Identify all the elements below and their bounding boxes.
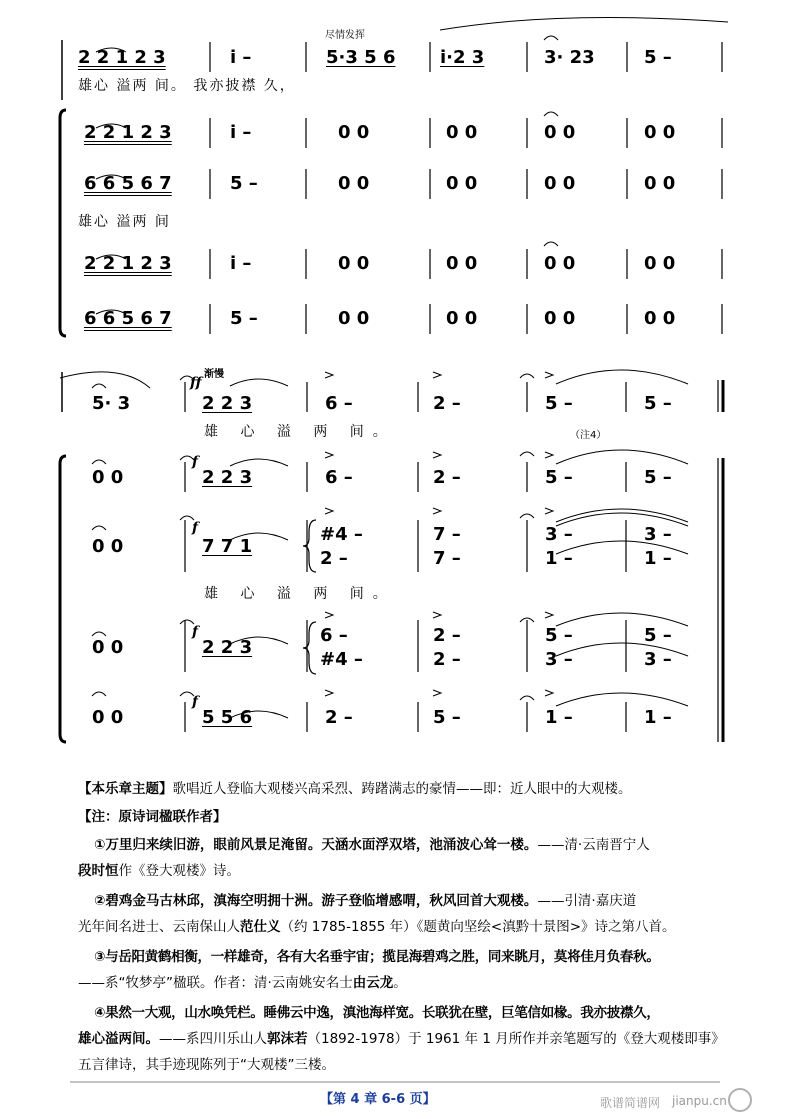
measure-cell: i·2 3	[440, 47, 485, 68]
measure-cell: 0 0	[644, 253, 676, 274]
dynamic-f: f	[192, 520, 199, 536]
note-2-line-2	[78, 918, 676, 936]
note-author: 范仕义	[240, 919, 281, 935]
note-text-bold: ④果然一大观，山水唤凭栏。睡佛云中逸，滇池海样宽。长联犹在壁，巨笔信如椽。我亦披襟久，	[94, 1005, 660, 1021]
measure-cell: 3 – 1 –	[545, 524, 573, 569]
measure-cell: 0 0	[92, 536, 124, 557]
measure-cell: 3 – 1 –	[644, 524, 672, 569]
measure-cell: 0 0	[644, 308, 676, 329]
measure-cell: 0 0	[644, 173, 676, 194]
measure-cell: 0 0	[92, 637, 124, 658]
measure-cell: 5 –	[433, 707, 461, 728]
measure-cell: 2 2 1 2 3	[78, 47, 166, 68]
measure-cell: 0 0	[338, 122, 370, 143]
theme-label: 【本乐章主题】	[78, 781, 173, 797]
measure-cell: 0 0	[446, 173, 478, 194]
measure-cell: 2 2 1 2 3	[84, 122, 172, 143]
note-text-bold: ③与岳阳黄鹤相衡，一样雄奇，各有大名垂宇宙；揽昆海碧鸡之胜，同来眺月，莫将佳月负春秋。	[94, 949, 660, 965]
measure-cell: 6 – #4 –	[320, 625, 363, 670]
measure-cell: 0 0	[544, 122, 576, 143]
measure-cell: 3· 23	[544, 47, 595, 68]
measure-cell: 2 – 2 –	[433, 625, 461, 670]
lyric-line: 雄 心 溢 两 间。	[204, 586, 396, 602]
dynamic-ff: ff	[190, 375, 202, 391]
measure-cell: 0 0	[446, 122, 478, 143]
measure-cell: 5 –	[644, 47, 672, 68]
measure-cell: #4 – 2 –	[320, 524, 363, 569]
measure-cell: 0 0	[446, 253, 478, 274]
measure-cell: 5 – 3 –	[644, 625, 672, 670]
measure-cell: 2 2 1 2 3	[84, 253, 172, 274]
note-3-line-1	[94, 948, 660, 966]
lyric-line: 雄 心 溢 两 间。	[204, 424, 396, 440]
theme-text: 歌唱近人登临大观楼兴高采烈、踌躇满志的豪情——即：近人眼中的大观楼。	[172, 781, 632, 797]
note-text: 五言律诗，其手迹现陈列于“大观楼”三楼。	[78, 1057, 335, 1073]
expression-marking: 尽情发挥	[325, 30, 365, 41]
measure-cell: 5 –	[545, 393, 573, 414]
note-4-line-1	[94, 1004, 660, 1022]
measure-cell: 6 6 5 6 7	[84, 173, 172, 194]
measure-cell: i –	[230, 47, 252, 68]
note-text-bold: ①万里归来续旧游，眼前风景足淹留。天涵水面浮双塔，池涌波心耸一楼。	[94, 837, 538, 853]
measure-cell: 6 –	[325, 393, 353, 414]
measure-cell: 0 0	[644, 122, 676, 143]
lyric-line: 雄心 溢两 间	[78, 214, 171, 230]
measure-cell: 5·3 5 6	[326, 47, 396, 68]
measure-cell: 1 –	[644, 707, 672, 728]
measure-cell: 0 0	[338, 253, 370, 274]
lyric-line: 雄心 溢两 间。 我亦披襟 久，	[78, 78, 296, 94]
measure-cell: 6 6 5 6 7	[84, 308, 172, 329]
measure-cell: i –	[230, 253, 252, 274]
note-1-line-2	[78, 862, 240, 880]
measure-cell: 5 5 6	[202, 707, 253, 728]
note-text: 光年间名进士、云南保山人	[78, 919, 240, 935]
measure-cell: 6 –	[325, 467, 353, 488]
note-1-line-1	[94, 836, 650, 854]
note-text: ——系“牧梦亭”楹联。作者：清·云南姚安名士	[78, 975, 353, 991]
measure-cell: 5 –	[230, 308, 258, 329]
note-text: ——系四川乐山人	[159, 1031, 267, 1047]
measure-cell: 2 –	[433, 467, 461, 488]
watermark-logo-icon	[728, 1088, 752, 1112]
note-text-bold: ②碧鸡金马古林邱，滇海空明拥十洲。游子登临增感喟，秋风回首大观楼。	[94, 893, 538, 909]
annotation-heading	[78, 808, 227, 826]
measure-cell: 1 –	[545, 707, 573, 728]
measure-cell: 0 0	[544, 253, 576, 274]
note-4-line-2	[78, 1030, 725, 1048]
note-text: 。	[393, 975, 407, 991]
measure-cell: 5 –	[230, 173, 258, 194]
dynamic-f: f	[192, 624, 199, 640]
note-text: 作《登大观楼》诗。	[118, 863, 240, 879]
note-text: ——引清·嘉庆道	[537, 893, 637, 909]
measure-cell: 0 0	[446, 308, 478, 329]
measure-cell: 2 2 3	[202, 637, 253, 658]
measure-cell: 5 –	[545, 467, 573, 488]
note-text: （1892-1978）于 1961 年 1 月所作并亲笔题写的《登大观楼即事》	[307, 1031, 725, 1047]
measure-cell: 0 0	[92, 707, 124, 728]
theme-line	[78, 780, 632, 798]
dynamic-f: f	[192, 454, 199, 470]
note-author: 段时恒	[78, 863, 119, 879]
note-3-line-2	[78, 974, 407, 992]
tempo-marking: 渐慢	[204, 369, 224, 380]
note-text: （约 1785-1855 年）《题黄向坚绘<滇黔十景图>》诗之第八首。	[280, 919, 676, 935]
annotation-label: 【注：原诗词楹联作者】	[78, 809, 227, 825]
measure-cell: 0 0	[92, 467, 124, 488]
note-text: ——清·云南晋宁人	[537, 837, 650, 853]
measure-cell: 2 2 3	[202, 467, 253, 488]
measure-cell: 2 2 3	[202, 393, 253, 414]
measure-cell: i –	[230, 122, 252, 143]
watermark-url: jianpu.cn	[672, 1094, 727, 1108]
note-text-bold: 雄心溢两间。	[78, 1031, 159, 1047]
measure-cell: 5 –	[644, 467, 672, 488]
note-4-line-3	[78, 1056, 335, 1074]
page-number: 【第 4 章 6-6 页】	[320, 1092, 436, 1107]
watermark-cn: 歌谱简谱网	[600, 1096, 661, 1110]
measure-cell: 0 0	[338, 308, 370, 329]
dynamic-f: f	[192, 694, 199, 710]
measure-cell: 0 0	[544, 308, 576, 329]
measure-cell: 0 0	[338, 173, 370, 194]
note-author: 由云龙	[352, 975, 394, 991]
measure-cell: 2 –	[325, 707, 353, 728]
note-author: 郭沫若	[267, 1031, 308, 1047]
measure-cell: 5· 3	[92, 393, 131, 414]
measure-cell: 0 0	[544, 173, 576, 194]
measure-cell: 5 – 3 –	[545, 625, 573, 670]
measure-cell: 7 7 1	[202, 536, 253, 557]
measure-cell: 5 –	[644, 393, 672, 414]
footnote-ref: （注4）	[570, 430, 607, 441]
note-2-line-1	[94, 892, 636, 910]
measure-cell: 2 –	[433, 393, 461, 414]
measure-cell: 7 – 7 –	[433, 524, 461, 569]
